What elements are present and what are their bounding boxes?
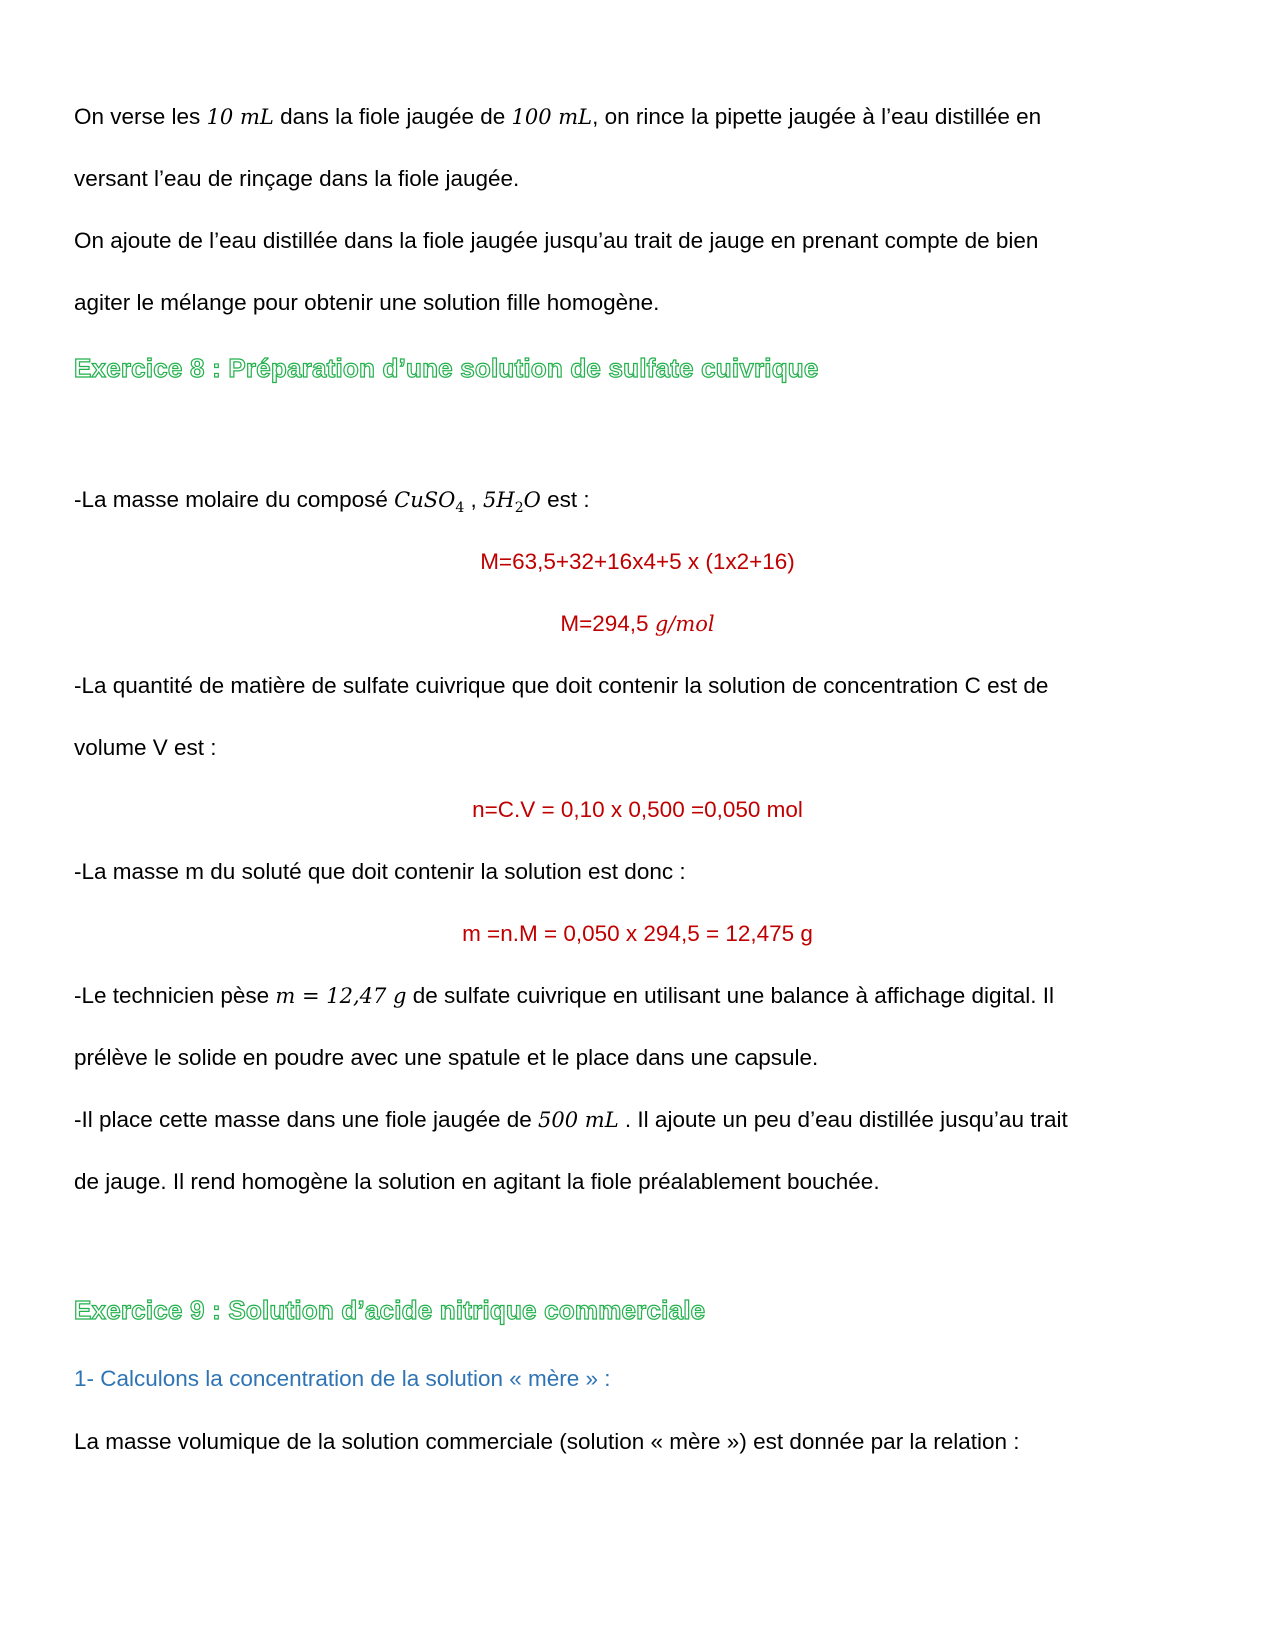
formula-part: 5H <box>483 488 515 512</box>
text-segment: est : <box>540 487 590 512</box>
formula-part: CuSO <box>394 488 456 512</box>
weighing-line-2: prélève le solide en poudre avec une spatule et le place dans une capsule. <box>74 1045 819 1070</box>
paragraph-line-3: On ajoute de l’eau distillée dans la fiole jaugée jusqu’au trait de jauge en prenant compte de bien <box>74 228 1039 253</box>
text-segment: -Il place cette masse dans une fiole jaugée de <box>74 1107 539 1132</box>
math-mass: m = 12,47 g <box>275 984 407 1008</box>
chemical-formula <box>483 488 541 517</box>
weighing-line-1 <box>74 981 1204 1011</box>
equation-molar-mass-sum: M=63,5+32+16x4+5 x (1x2+16) <box>480 549 795 574</box>
math-volume: 100 mL <box>511 105 593 129</box>
formula-part: O <box>523 488 541 512</box>
text-segment: -Le technicien pèse <box>74 983 276 1008</box>
exercise-8-heading: Exercice 8 : Préparation d’une solution de sulfate cuivrique <box>74 353 819 383</box>
exercise-9-heading: Exercice 9 : Solution d’acide nitrique commerciale <box>74 1295 706 1325</box>
formula-subscript: 4 <box>455 500 465 517</box>
math-volume: 10 mL <box>206 105 274 129</box>
equation-molar-mass-result <box>0 609 1275 639</box>
math-volume: 500 mL <box>538 1108 619 1132</box>
placing-line-2: de jauge. Il rend homogène la solution en agitant la fiole préalablement bouchée. <box>74 1169 880 1194</box>
placing-line-1 <box>74 1105 1204 1135</box>
subheading-1: 1- Calculons la concentration de la solution « mère » : <box>74 1366 611 1391</box>
equation-quantity: n=C.V = 0,10 x 0,500 =0,050 mol <box>472 797 803 822</box>
text-segment: M=294,5 <box>560 611 655 636</box>
chemical-formula <box>394 488 465 517</box>
text-segment: On verse les <box>74 104 207 129</box>
text-segment: dans la fiole jaugée de <box>273 104 512 129</box>
text-segment: , <box>464 487 484 512</box>
text-segment: . Il ajoute un peu d’eau distillée jusqu’au trait <box>618 1107 1068 1132</box>
paragraph-line-2: versant l’eau de rinçage dans la fiole jaugée. <box>74 166 520 191</box>
density-line: La masse volumique de la solution commerciale (solution « mère ») est donnée par la relation : <box>74 1429 1020 1454</box>
paragraph-line-4: agiter le mélange pour obtenir une solution fille homogène. <box>74 290 660 315</box>
molar-mass-intro <box>74 485 1204 523</box>
text-segment: de sulfate cuivrique en utilisant une balance à affichage digital. Il <box>406 983 1055 1008</box>
text-segment: , on rince la pipette jaugée à l’eau distillée en <box>592 104 1042 129</box>
quantity-line-1: -La quantité de matière de sulfate cuivrique que doit contenir la solution de concentration C est de <box>74 673 1049 698</box>
mass-line: -La masse m du soluté que doit contenir la solution est donc : <box>74 859 686 884</box>
equation-mass: m =n.M = 0,050 x 294,5 = 12,475 g <box>462 921 813 946</box>
text-segment: -La masse molaire du composé <box>74 487 395 512</box>
math-unit: g/mol <box>654 612 715 636</box>
paragraph-line-1 <box>74 102 1204 132</box>
quantity-line-2: volume V est : <box>74 735 217 760</box>
formula-subscript: 2 <box>514 500 524 517</box>
